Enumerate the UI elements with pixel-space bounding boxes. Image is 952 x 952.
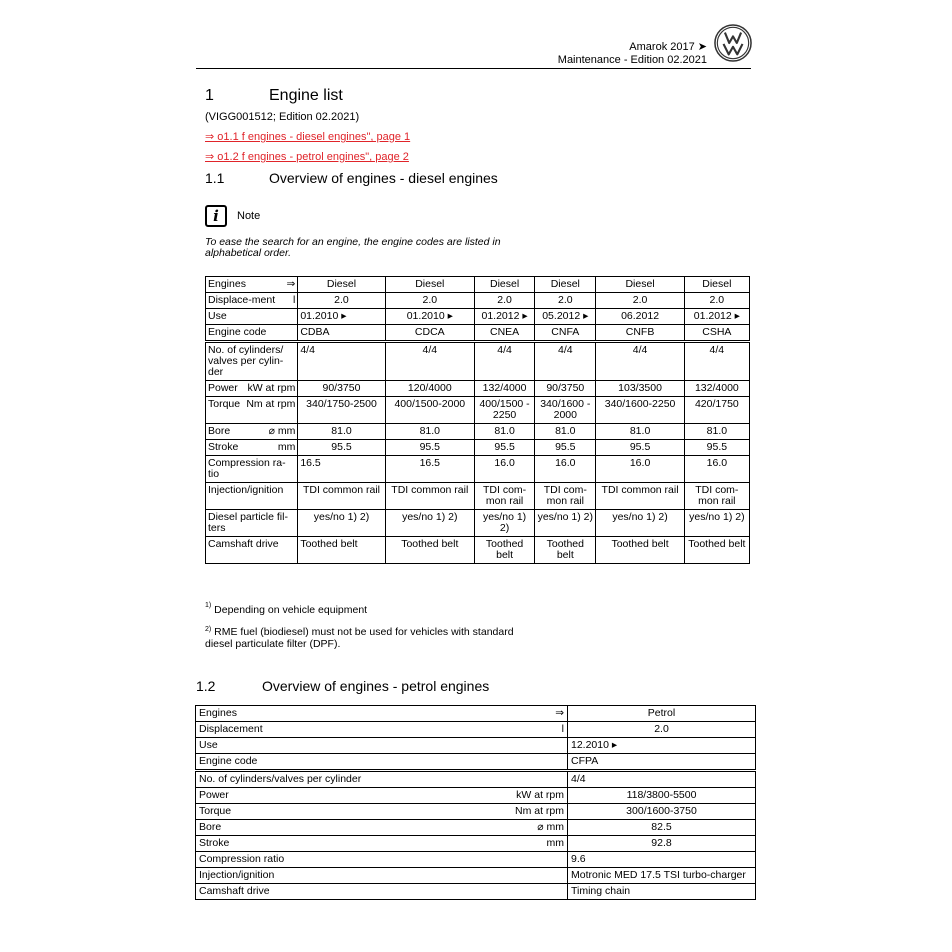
table-cell: 4/4: [596, 342, 684, 381]
diesel-engines-table: [205, 276, 750, 564]
row-label: Engines: [199, 707, 237, 719]
table-cell: 12.2010 ▸: [568, 738, 756, 754]
table-cell: 81.0: [298, 424, 385, 440]
document-edition: Maintenance - Edition 02.2021: [557, 54, 707, 66]
table-cell: 400/1500 - 2250: [474, 397, 534, 424]
row-unit: kW at rpm: [516, 789, 564, 801]
row-label: Camshaft drive: [199, 885, 270, 897]
row-header: [196, 771, 568, 788]
table-cell: 95.5: [385, 440, 474, 456]
table-cell: yes/no 1) 2): [385, 510, 474, 537]
table-cell: Toothed belt: [474, 537, 534, 564]
table-row: [206, 342, 750, 381]
row-header: [206, 456, 298, 483]
table-cell: 340/1600 - 2000: [535, 397, 596, 424]
document-reference: (VIGG001512; Edition 02.2021): [205, 111, 360, 123]
table-cell: 95.5: [535, 440, 596, 456]
row-label: Injection/ignition: [199, 869, 275, 881]
table-cell: CFPA: [568, 754, 756, 771]
footnote-marker: 1): [205, 602, 212, 609]
table-cell: 4/4: [684, 342, 749, 381]
table-cell: 2.0: [596, 293, 684, 309]
table-cell: yes/no 1) 2): [596, 510, 684, 537]
row-header: [206, 424, 298, 440]
row-header: [206, 440, 298, 456]
table-cell: Toothed belt: [385, 537, 474, 564]
table-row: [196, 836, 756, 852]
table-row: [206, 325, 750, 342]
table-cell: 81.0: [535, 424, 596, 440]
table-cell: TDI com-mon rail: [684, 483, 749, 510]
table-cell: Toothed belt: [298, 537, 385, 564]
footnote-marker: 2): [205, 626, 212, 633]
row-header: [196, 836, 568, 852]
row-header: [206, 510, 298, 537]
row-header: [196, 852, 568, 868]
row-header: [206, 381, 298, 397]
table-cell: 16.0: [596, 456, 684, 483]
table-cell: 2.0: [684, 293, 749, 309]
subsection-number: 1.1: [205, 170, 225, 186]
table-cell: yes/no 1) 2): [298, 510, 385, 537]
table-cell: 01.2010 ▸: [298, 309, 385, 325]
table-cell: yes/no 1) 2): [684, 510, 749, 537]
row-header: [206, 397, 298, 424]
table-cell: TDI com-mon rail: [535, 483, 596, 510]
table-cell: TDI com-mon rail: [474, 483, 534, 510]
table-cell: 16.5: [298, 456, 385, 483]
row-header: [206, 342, 298, 381]
table-row: [196, 788, 756, 804]
row-unit: ⇒: [286, 278, 296, 290]
table-cell: Diesel: [535, 277, 596, 293]
table-row: [206, 381, 750, 397]
table-cell: 16.0: [684, 456, 749, 483]
table-cell: 4/4: [298, 342, 385, 381]
table-row: [206, 293, 750, 309]
row-unit: ⌀ mm: [537, 821, 564, 833]
section-number: 1: [205, 87, 214, 104]
table-cell: 340/1750-2500: [298, 397, 385, 424]
table-cell: yes/no 1) 2): [535, 510, 596, 537]
table-cell: 2.0: [385, 293, 474, 309]
row-label: Engines: [208, 278, 246, 290]
document-title: Amarok 2017 ➤: [629, 41, 707, 53]
row-header: [206, 537, 298, 564]
table-cell: 2.0: [474, 293, 534, 309]
table-cell: 132/4000: [684, 381, 749, 397]
table-cell: TDI common rail: [596, 483, 684, 510]
table-cell: Timing chain: [568, 884, 756, 900]
table-cell: TDI common rail: [385, 483, 474, 510]
table-cell: 4/4: [535, 342, 596, 381]
link-petrol-engines[interactable]: ⇒ o1.2 f engines - petrol engines", page 2: [205, 151, 409, 163]
table-cell: 400/1500-2000: [385, 397, 474, 424]
row-label: Stroke: [199, 837, 230, 849]
table-cell: 118/3800-5500: [568, 788, 756, 804]
table-row: [206, 483, 750, 510]
table-cell: 2.0: [568, 722, 756, 738]
table-cell: 81.0: [684, 424, 749, 440]
row-unit: ⇒: [555, 707, 564, 719]
table-cell: 90/3750: [298, 381, 385, 397]
table-cell: Diesel: [474, 277, 534, 293]
subsection-number: 1.2: [196, 678, 216, 694]
table-cell: 2.0: [535, 293, 596, 309]
table-cell: TDI common rail: [298, 483, 385, 510]
table-row: [196, 868, 756, 884]
table-cell: 9.6: [568, 852, 756, 868]
table-row: [206, 456, 750, 483]
row-header: [196, 868, 568, 884]
table-row: [196, 754, 756, 771]
table-cell: 340/1600-2250: [596, 397, 684, 424]
volkswagen-logo-icon: [714, 24, 752, 62]
table-row: [196, 722, 756, 738]
row-header: [196, 738, 568, 754]
row-label: Stroke: [208, 441, 239, 453]
table-cell: 16.0: [535, 456, 596, 483]
petrol-engines-table: [195, 705, 756, 900]
table-cell: Diesel: [298, 277, 385, 293]
table-cell: CDBA: [298, 325, 385, 342]
table-cell: 06.2012: [596, 309, 684, 325]
footnote-2: [205, 626, 525, 650]
row-unit: ⌀ mm: [268, 425, 296, 437]
table-cell: 95.5: [596, 440, 684, 456]
table-row: [206, 537, 750, 564]
table-cell: Motronic MED 17.5 TSI turbo-charger: [568, 868, 756, 884]
table-cell: 01.2010 ▸: [385, 309, 474, 325]
table-cell: Toothed belt: [684, 537, 749, 564]
row-unit: Nm at rpm: [246, 398, 296, 410]
table-cell: 95.5: [298, 440, 385, 456]
row-header: [196, 804, 568, 820]
table-cell: 16.5: [385, 456, 474, 483]
row-label: Diesel particle fil-ters: [208, 511, 288, 534]
row-label: Injection/ignition: [208, 484, 284, 496]
subsection-title: Overview of engines - diesel engines: [269, 170, 498, 186]
row-header: [196, 820, 568, 836]
table-cell: Diesel: [684, 277, 749, 293]
table-row: [196, 804, 756, 820]
table-cell: 300/1600-3750: [568, 804, 756, 820]
row-header: [206, 309, 298, 325]
table-cell: 82.5: [568, 820, 756, 836]
header-divider: [196, 68, 751, 69]
section-title: Engine list: [269, 87, 343, 104]
table-row: [206, 510, 750, 537]
table-cell: Toothed belt: [596, 537, 684, 564]
table-cell: 132/4000: [474, 381, 534, 397]
table-row: [206, 309, 750, 325]
table-row: [196, 820, 756, 836]
table-cell: 90/3750: [535, 381, 596, 397]
row-header: [196, 754, 568, 771]
row-label: Torque: [208, 398, 241, 410]
footnote-text: Depending on vehicle equipment: [211, 604, 368, 616]
table-cell: Toothed belt: [535, 537, 596, 564]
table-cell: 92.8: [568, 836, 756, 852]
row-header: [206, 293, 298, 309]
row-header: [196, 722, 568, 738]
row-label: Power: [199, 789, 229, 801]
row-header: [206, 483, 298, 510]
row-label: Power: [208, 382, 238, 394]
row-label: Use: [208, 310, 227, 322]
row-label: Bore: [208, 425, 231, 437]
row-label: Use: [199, 739, 218, 751]
table-cell: 81.0: [385, 424, 474, 440]
table-cell: Diesel: [596, 277, 684, 293]
table-row: [196, 706, 756, 722]
row-label: Compression ra-tio: [208, 457, 286, 480]
row-label: Compression ratio: [199, 853, 285, 865]
row-unit: l: [292, 294, 296, 306]
table-row: [206, 397, 750, 424]
row-label: Engine code: [208, 326, 267, 338]
row-header: [206, 277, 298, 293]
row-label: Displace-ment: [208, 294, 276, 306]
table-cell: CDCA: [385, 325, 474, 342]
row-label: Torque: [199, 805, 232, 817]
table-cell: 95.5: [474, 440, 534, 456]
row-unit: l: [561, 723, 564, 735]
table-cell: CNFA: [535, 325, 596, 342]
note-text: To ease the search for an engine, the engine codes are listed in alphabetical order.: [205, 236, 501, 259]
table-row: [196, 771, 756, 788]
row-label: No. of cylinders/valves per cylinder: [199, 773, 362, 785]
table-row: [206, 424, 750, 440]
table-cell: Petrol: [568, 706, 756, 722]
table-cell: 81.0: [596, 424, 684, 440]
table-row: [196, 738, 756, 754]
table-cell: 05.2012 ▸: [535, 309, 596, 325]
row-unit: Nm at rpm: [514, 805, 564, 817]
table-cell: Diesel: [385, 277, 474, 293]
footnote-text: RME fuel (biodiesel) must not be used for vehicles with standard diesel particulate filter (DPF).: [205, 626, 514, 650]
link-diesel-engines[interactable]: ⇒ o1.1 f engines - diesel engines", page 1: [205, 131, 411, 143]
table-cell: 4/4: [385, 342, 474, 381]
table-row: [206, 440, 750, 456]
table-cell: 420/1750: [684, 397, 749, 424]
row-label: Bore: [199, 821, 222, 833]
note-label: Note: [237, 210, 261, 222]
row-label: Camshaft drive: [208, 538, 279, 550]
table-cell: 01.2012 ▸: [474, 309, 534, 325]
row-label: Displacement: [199, 723, 263, 735]
table-cell: 4/4: [568, 771, 756, 788]
row-header: [196, 884, 568, 900]
table-row: [206, 277, 750, 293]
table-cell: 2.0: [298, 293, 385, 309]
table-row: [196, 852, 756, 868]
row-label: No. of cylinders/ valves per cylin-der: [208, 344, 284, 378]
table-row: [196, 884, 756, 900]
footnote-1: [205, 604, 367, 616]
table-cell: yes/no 1) 2): [474, 510, 534, 537]
row-header: [206, 325, 298, 342]
table-cell: CNFB: [596, 325, 684, 342]
table-cell: 120/4000: [385, 381, 474, 397]
table-cell: 103/3500: [596, 381, 684, 397]
row-unit: kW at rpm: [247, 382, 296, 394]
info-icon: i: [205, 205, 227, 227]
row-label: Engine code: [199, 755, 258, 767]
row-header: [196, 788, 568, 804]
table-cell: 01.2012 ▸: [684, 309, 749, 325]
row-header: [196, 706, 568, 722]
table-cell: 81.0: [474, 424, 534, 440]
table-cell: CSHA: [684, 325, 749, 342]
row-unit: mm: [277, 441, 296, 453]
row-unit: mm: [546, 837, 564, 849]
table-cell: 16.0: [474, 456, 534, 483]
table-cell: 4/4: [474, 342, 534, 381]
table-cell: CNEA: [474, 325, 534, 342]
table-cell: 95.5: [684, 440, 749, 456]
subsection-title: Overview of engines - petrol engines: [262, 678, 490, 694]
